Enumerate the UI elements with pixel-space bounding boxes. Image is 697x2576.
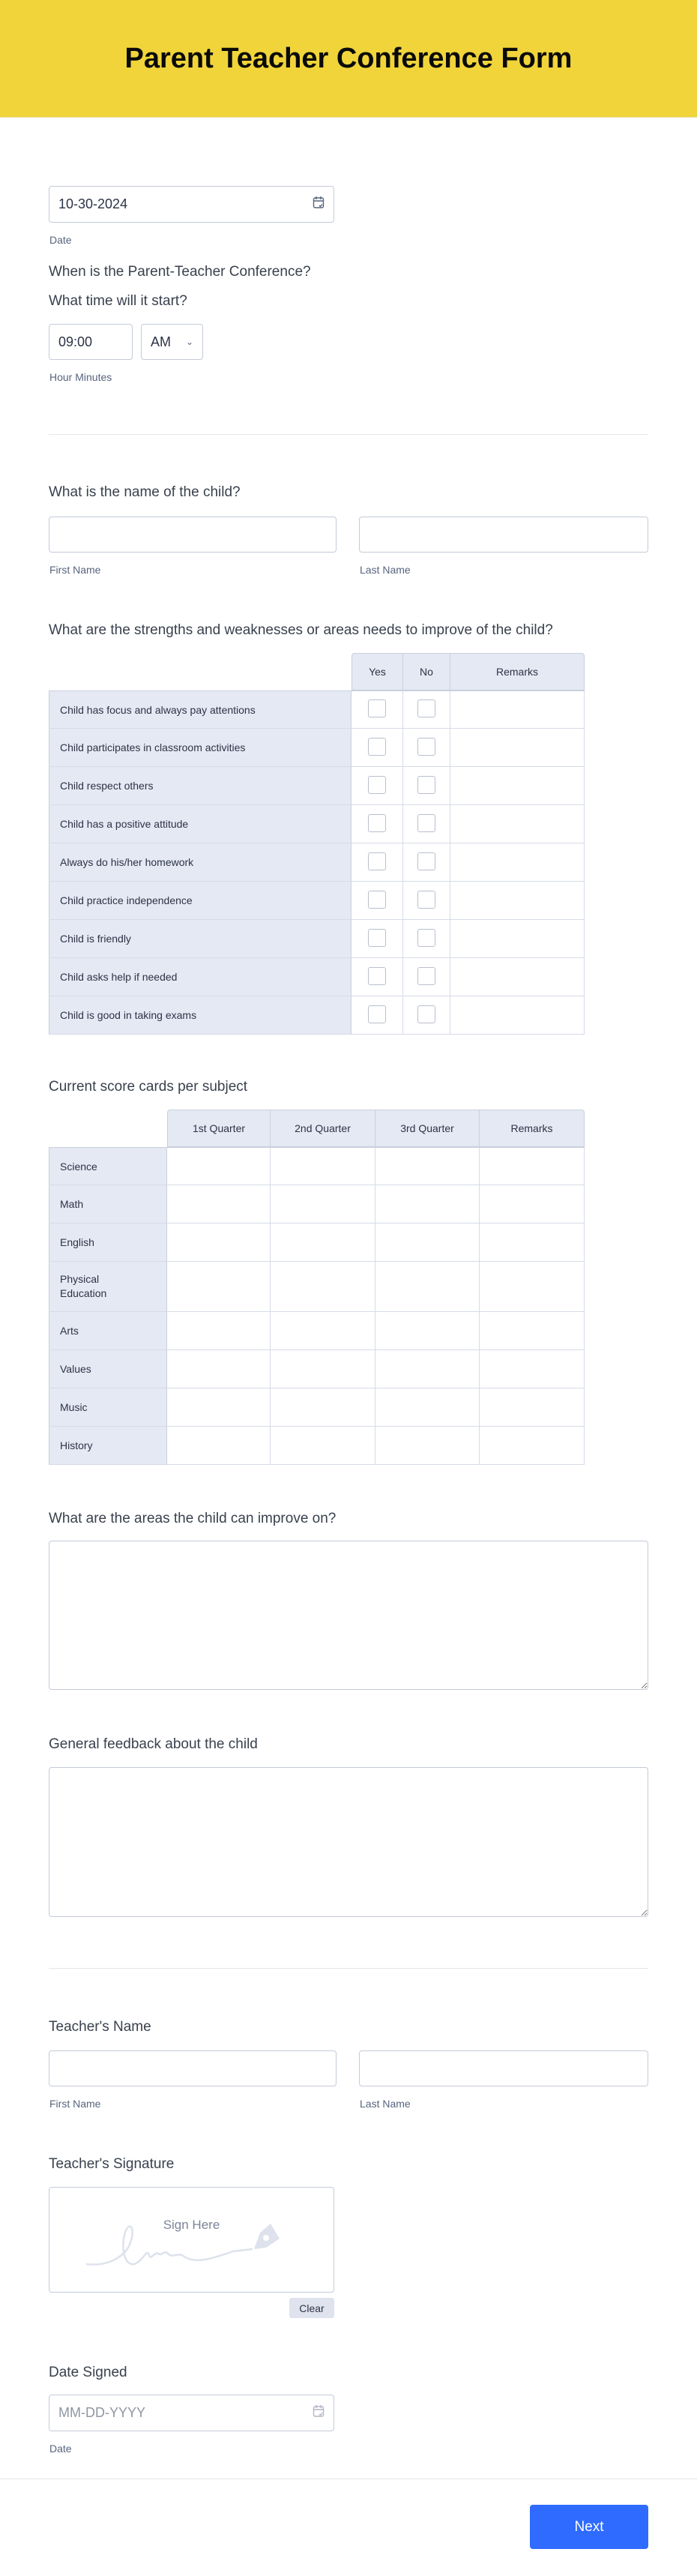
- column-header-remarks: Remarks: [450, 653, 585, 690]
- cell-yes: [351, 882, 403, 920]
- calendar-icon[interactable]: [313, 196, 325, 213]
- start-time-sublabel: Hour Minutes: [49, 371, 112, 383]
- cell-no: [403, 958, 450, 996]
- q1-cell-input[interactable]: [167, 1262, 271, 1312]
- row-label: English: [49, 1224, 167, 1262]
- cell-yes: [351, 996, 403, 1035]
- hour-minute-input[interactable]: [49, 324, 133, 360]
- cell-no: [403, 805, 450, 843]
- section-divider: [49, 434, 648, 435]
- row-label: Values: [49, 1350, 167, 1388]
- section-divider: [49, 1968, 648, 1969]
- row-label: Physical Education: [49, 1262, 167, 1312]
- form-header: [0, 0, 697, 118]
- remarks-cell-input[interactable]: [480, 1388, 585, 1427]
- teacher-last-name-input[interactable]: [359, 2050, 648, 2086]
- signature-label: Teacher's Signature: [49, 2156, 175, 2172]
- clear-signature-button[interactable]: Clear: [289, 2298, 334, 2318]
- conference-date-value: 10-30-2024: [58, 196, 128, 211]
- conference-date-input[interactable]: [49, 186, 334, 223]
- cell-yes: [351, 843, 403, 882]
- remarks-cell-input[interactable]: [450, 729, 585, 767]
- matrix-row: [49, 996, 585, 1035]
- remarks-cell-input[interactable]: [450, 767, 585, 805]
- matrix-row: [49, 690, 585, 729]
- q3-cell-input[interactable]: [375, 1262, 480, 1312]
- cell-no: [403, 767, 450, 805]
- yes-checkbox[interactable]: [368, 814, 386, 832]
- remarks-cell-input[interactable]: [450, 843, 585, 882]
- matrix-row: [49, 1388, 585, 1427]
- column-header-no: No: [403, 653, 450, 690]
- q2-cell-input[interactable]: [271, 1185, 375, 1224]
- q2-cell-input[interactable]: [271, 1350, 375, 1388]
- remarks-cell-input[interactable]: [480, 1262, 585, 1312]
- no-checkbox[interactable]: [417, 699, 435, 717]
- no-checkbox[interactable]: [417, 738, 435, 756]
- yes-checkbox[interactable]: [368, 776, 386, 794]
- conference-date-sublabel: Date: [49, 234, 72, 246]
- matrix-row: [49, 843, 585, 882]
- no-checkbox[interactable]: [417, 776, 435, 794]
- matrix-row: [49, 1312, 585, 1350]
- q3-cell-input[interactable]: [375, 1224, 480, 1262]
- date-signed-input[interactable]: [49, 2395, 334, 2431]
- q2-cell-input[interactable]: [271, 1224, 375, 1262]
- q1-cell-input[interactable]: [167, 1350, 271, 1388]
- cell-no: [403, 920, 450, 958]
- child-last-name-input[interactable]: [359, 517, 648, 553]
- yes-checkbox[interactable]: [368, 852, 386, 870]
- q3-cell-input[interactable]: [375, 1427, 480, 1465]
- no-checkbox[interactable]: [417, 967, 435, 985]
- chevron-down-icon: ⌄: [185, 337, 193, 347]
- child-first-name-input[interactable]: [49, 517, 337, 553]
- next-button[interactable]: Next: [530, 2505, 648, 2549]
- signature-pad[interactable]: [49, 2187, 334, 2293]
- column-header-yes: Yes: [351, 653, 403, 690]
- date-signed-label: Date Signed: [49, 2365, 127, 2380]
- remarks-cell-input[interactable]: [450, 690, 585, 729]
- matrix-corner: [49, 1110, 167, 1147]
- strengths-label: What are the strengths and weaknesses or areas needs to improve of the child?: [49, 622, 553, 638]
- remarks-cell-input[interactable]: [480, 1185, 585, 1224]
- q1-cell-input[interactable]: [167, 1312, 271, 1350]
- row-label: Science: [49, 1147, 167, 1185]
- yes-checkbox[interactable]: [368, 967, 386, 985]
- matrix-row: [49, 1350, 585, 1388]
- column-header-remarks: Remarks: [480, 1110, 585, 1147]
- cell-no: [403, 843, 450, 882]
- matrix-row: [49, 1262, 585, 1312]
- remarks-cell-input[interactable]: [480, 1350, 585, 1388]
- improve-label: What are the areas the child can improve on?: [49, 1511, 337, 1526]
- cell-yes: [351, 767, 403, 805]
- child-name-label: What is the name of the child?: [49, 484, 241, 500]
- matrix-corner: [49, 653, 351, 690]
- matrix-row: [49, 958, 585, 996]
- teacher-name-label: Teacher's Name: [49, 2019, 151, 2035]
- scores-label: Current score cards per subject: [49, 1079, 248, 1095]
- row-label: Child participates in classroom activities: [49, 729, 351, 767]
- matrix-row: [49, 920, 585, 958]
- date-signed-sublabel: Date: [49, 2443, 72, 2455]
- cell-no: [403, 996, 450, 1035]
- cell-yes: [351, 958, 403, 996]
- row-label: Always do his/her homework: [49, 843, 351, 882]
- remarks-cell-input[interactable]: [480, 1224, 585, 1262]
- conference-date-label: When is the Parent-Teacher Conference?: [49, 264, 311, 280]
- first-name-sublabel: First Name: [49, 564, 101, 576]
- improve-textarea[interactable]: [49, 1541, 648, 1690]
- cell-yes: [351, 690, 403, 729]
- matrix-row: [49, 805, 585, 843]
- no-checkbox[interactable]: [417, 1005, 435, 1023]
- row-label: Arts: [49, 1312, 167, 1350]
- calendar-icon[interactable]: [313, 2404, 325, 2422]
- form-title: Parent Teacher Conference Form: [124, 42, 573, 74]
- yes-checkbox[interactable]: [368, 1005, 386, 1023]
- q3-cell-input[interactable]: [375, 1350, 480, 1388]
- matrix-row: [49, 882, 585, 920]
- cell-no: [403, 729, 450, 767]
- yes-checkbox[interactable]: [368, 699, 386, 717]
- matrix-row: [49, 729, 585, 767]
- no-checkbox[interactable]: [417, 929, 435, 947]
- no-checkbox[interactable]: [417, 814, 435, 832]
- row-label: Music: [49, 1388, 167, 1427]
- matrix-row: [49, 1224, 585, 1262]
- cell-no: [403, 690, 450, 729]
- no-checkbox[interactable]: [417, 891, 435, 909]
- matrix-row: [49, 767, 585, 805]
- cell-yes: [351, 729, 403, 767]
- q2-cell-input[interactable]: [271, 1427, 375, 1465]
- row-label: Child asks help if needed: [49, 958, 351, 996]
- q1-cell-input[interactable]: [167, 1185, 271, 1224]
- row-label: Math: [49, 1185, 167, 1224]
- remarks-cell-input[interactable]: [450, 996, 585, 1035]
- sign-here-placeholder: Sign Here: [163, 2218, 220, 2232]
- column-header-q3: 3rd Quarter: [375, 1110, 480, 1147]
- first-name-sublabel: First Name: [49, 2098, 101, 2110]
- q3-cell-input[interactable]: [375, 1185, 480, 1224]
- matrix-row: [49, 1185, 585, 1224]
- remarks-cell-input[interactable]: [480, 1147, 585, 1185]
- score-card-matrix: [49, 1110, 585, 1465]
- row-label: Child has focus and always pay attentions: [49, 690, 351, 729]
- cell-yes: [351, 920, 403, 958]
- row-label: Child is friendly: [49, 920, 351, 958]
- q1-cell-input[interactable]: [167, 1388, 271, 1427]
- q3-cell-input[interactable]: [375, 1388, 480, 1427]
- last-name-sublabel: Last Name: [360, 2098, 411, 2110]
- date-signed-placeholder: MM-DD-YYYY: [58, 2405, 145, 2420]
- remarks-cell-input[interactable]: [450, 805, 585, 843]
- row-label: Child is good in taking exams: [49, 996, 351, 1035]
- matrix-row: [49, 1147, 585, 1185]
- row-label: Child practice independence: [49, 882, 351, 920]
- feedback-textarea[interactable]: [49, 1767, 648, 1917]
- last-name-sublabel: Last Name: [360, 564, 411, 576]
- remarks-cell-input[interactable]: [450, 882, 585, 920]
- row-label: Child has a positive attitude: [49, 805, 351, 843]
- matrix-row: [49, 1427, 585, 1465]
- teacher-first-name-input[interactable]: [49, 2050, 337, 2086]
- strengths-matrix: [49, 653, 585, 1035]
- q2-cell-input[interactable]: [271, 1147, 375, 1185]
- q2-cell-input[interactable]: [271, 1312, 375, 1350]
- remarks-cell-input[interactable]: [480, 1312, 585, 1350]
- yes-checkbox[interactable]: [368, 738, 386, 756]
- remarks-cell-input[interactable]: [450, 920, 585, 958]
- yes-checkbox[interactable]: [368, 929, 386, 947]
- remarks-cell-input[interactable]: [480, 1427, 585, 1465]
- q2-cell-input[interactable]: [271, 1262, 375, 1312]
- q1-cell-input[interactable]: [167, 1224, 271, 1262]
- q1-cell-input[interactable]: [167, 1147, 271, 1185]
- q2-cell-input[interactable]: [271, 1388, 375, 1427]
- time-value: 09:00: [58, 334, 93, 349]
- q3-cell-input[interactable]: [375, 1147, 480, 1185]
- ampm-value: AM: [151, 334, 171, 349]
- column-header-q1: 1st Quarter: [167, 1110, 271, 1147]
- q1-cell-input[interactable]: [167, 1427, 271, 1465]
- ampm-select[interactable]: [141, 324, 203, 360]
- row-label: History: [49, 1427, 167, 1465]
- yes-checkbox[interactable]: [368, 891, 386, 909]
- q3-cell-input[interactable]: [375, 1312, 480, 1350]
- cell-yes: [351, 805, 403, 843]
- no-checkbox[interactable]: [417, 852, 435, 870]
- row-label: Child respect others: [49, 767, 351, 805]
- remarks-cell-input[interactable]: [450, 958, 585, 996]
- start-time-label: What time will it start?: [49, 293, 187, 309]
- feedback-label: General feedback about the child: [49, 1736, 258, 1752]
- column-header-q2: 2nd Quarter: [271, 1110, 375, 1147]
- cell-no: [403, 882, 450, 920]
